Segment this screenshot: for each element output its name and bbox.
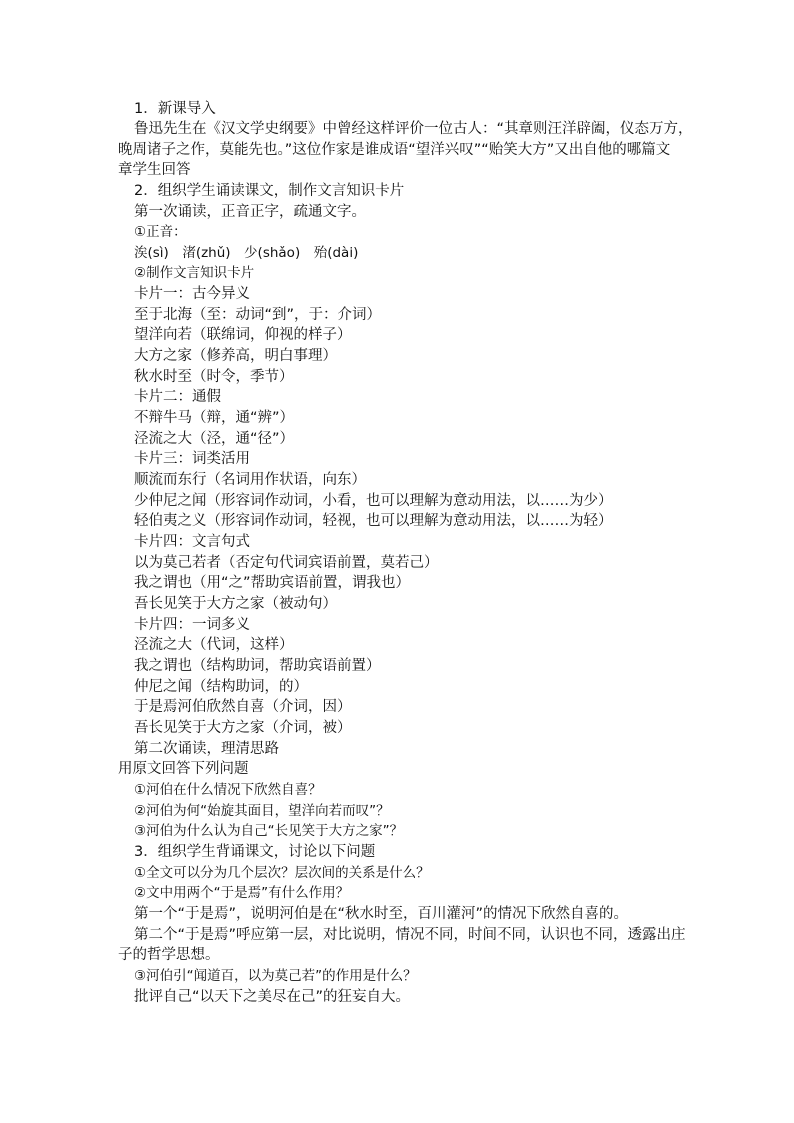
question-item: ②河伯为何“始旋其面目，望洋向若而叹”？: [134, 803, 390, 819]
paragraph-line: 少仲尼之闻（形容词作动词，小看，也可以理解为意动用法，以……为少）: [134, 493, 613, 509]
paragraph-line: 第一次诵读，正音正字，疏通文字。: [134, 204, 366, 220]
paragraph-line: 至于北海（至：动词“到”，于：介词）: [134, 307, 382, 323]
section-heading: 1．新课导入: [134, 101, 216, 117]
card-heading: 卡片二：通假: [134, 389, 221, 405]
paragraph-line: 我之谓也（用“之”帮助宾语前置，谓我也）: [134, 575, 411, 591]
paragraph-line: 晚周诸子之作，莫能先也。”这位作家是谁成语“望洋兴叹”“贻笑大方”又出自他的哪篇文: [118, 142, 671, 158]
paragraph-line: 不辩牛马（辩，通“辨”）: [134, 410, 295, 426]
paragraph-line: 顺流而东行（名词用作状语，向东）: [134, 472, 366, 488]
paragraph-line: 第一个“于是焉”，说明河伯是在“秋水时至，百川灌河”的情况下欣然自喜的。: [134, 906, 629, 922]
paragraph-line: 仲尼之闻（结构助词，的）: [134, 679, 308, 695]
section-heading: 3．组织学生背诵课文，讨论以下问题: [134, 844, 376, 860]
section-heading: 2．组织学生诵读课文，制作文言知识卡片: [134, 183, 405, 199]
paragraph-line: 章学生回答: [118, 162, 191, 178]
paragraph-line: 吾长见笑于大方之家（介词，被）: [134, 720, 352, 736]
paragraph-line: ①正音：: [134, 224, 187, 240]
card-heading: 卡片一：古今异义: [134, 286, 250, 302]
paragraph-line: 吾长见笑于大方之家（被动句）: [134, 596, 337, 612]
question-item: ①全文可以分为几个层次？层次间的关系是什么？: [134, 865, 430, 881]
question-item: ③河伯为什么认为自己“长见笑于大方之家”？: [134, 823, 404, 839]
card-heading: 卡片四：文言句式: [134, 534, 250, 550]
paragraph-line: 以为莫己若者（否定句代词宾语前置，莫若己）: [134, 555, 439, 571]
paragraph-line: 泾流之大（代词，这样）: [134, 637, 294, 653]
paragraph-line: 望洋向若（联绵词，仰视的样子）: [134, 327, 352, 343]
paragraph-line: 用原文回答下列问题: [118, 761, 249, 777]
paragraph-line: 我之谓也（结构助词，帮助宾语前置）: [134, 658, 381, 674]
paragraph-line: 秋水时至（时令，季节）: [134, 369, 294, 385]
paragraph-line: 泾流之大（泾，通“径”）: [134, 431, 295, 447]
paragraph-line: 大方之家（修养高，明白事理）: [134, 348, 337, 364]
paragraph-line: 第二个“于是焉”呼应第一层，对比说明，情况不同，时间不同，认识也不同，透露出庄: [134, 927, 686, 943]
card-heading: 卡片四：一词多义: [134, 617, 250, 633]
paragraph-line: 涘(sì) 渚(zhǔ) 少(shǎo) 殆(dài): [134, 245, 359, 261]
paragraph-line: ②制作文言知识卡片: [134, 265, 255, 281]
paragraph-line: 第二次诵读，理清思路: [134, 741, 279, 757]
paragraph-line: 鲁迅先生在《汉文学史纲要》中曾经这样评价一位古人：“其章则汪洋辟阖，仪态万方，: [134, 121, 693, 137]
paragraph-line: 批评自己“以天下之美尽在己”的狂妄自大。: [134, 989, 411, 1005]
question-item: ①河伯在什么情况下欣然自喜？: [134, 782, 322, 798]
question-item: ②文中用两个“于是焉”有什么作用？: [134, 885, 350, 901]
card-heading: 卡片三：词类活用: [134, 451, 250, 467]
paragraph-line: 轻伯夷之义（形容词作动词，轻视，也可以理解为意动用法，以……为轻）: [134, 513, 613, 529]
paragraph-line: 子的哲学思想。: [118, 947, 220, 963]
question-item: ③河伯引“闻道百，以为莫己若”的作用是什么？: [134, 968, 417, 984]
paragraph-line: 于是焉河伯欣然自喜（介词，因）: [134, 699, 352, 715]
